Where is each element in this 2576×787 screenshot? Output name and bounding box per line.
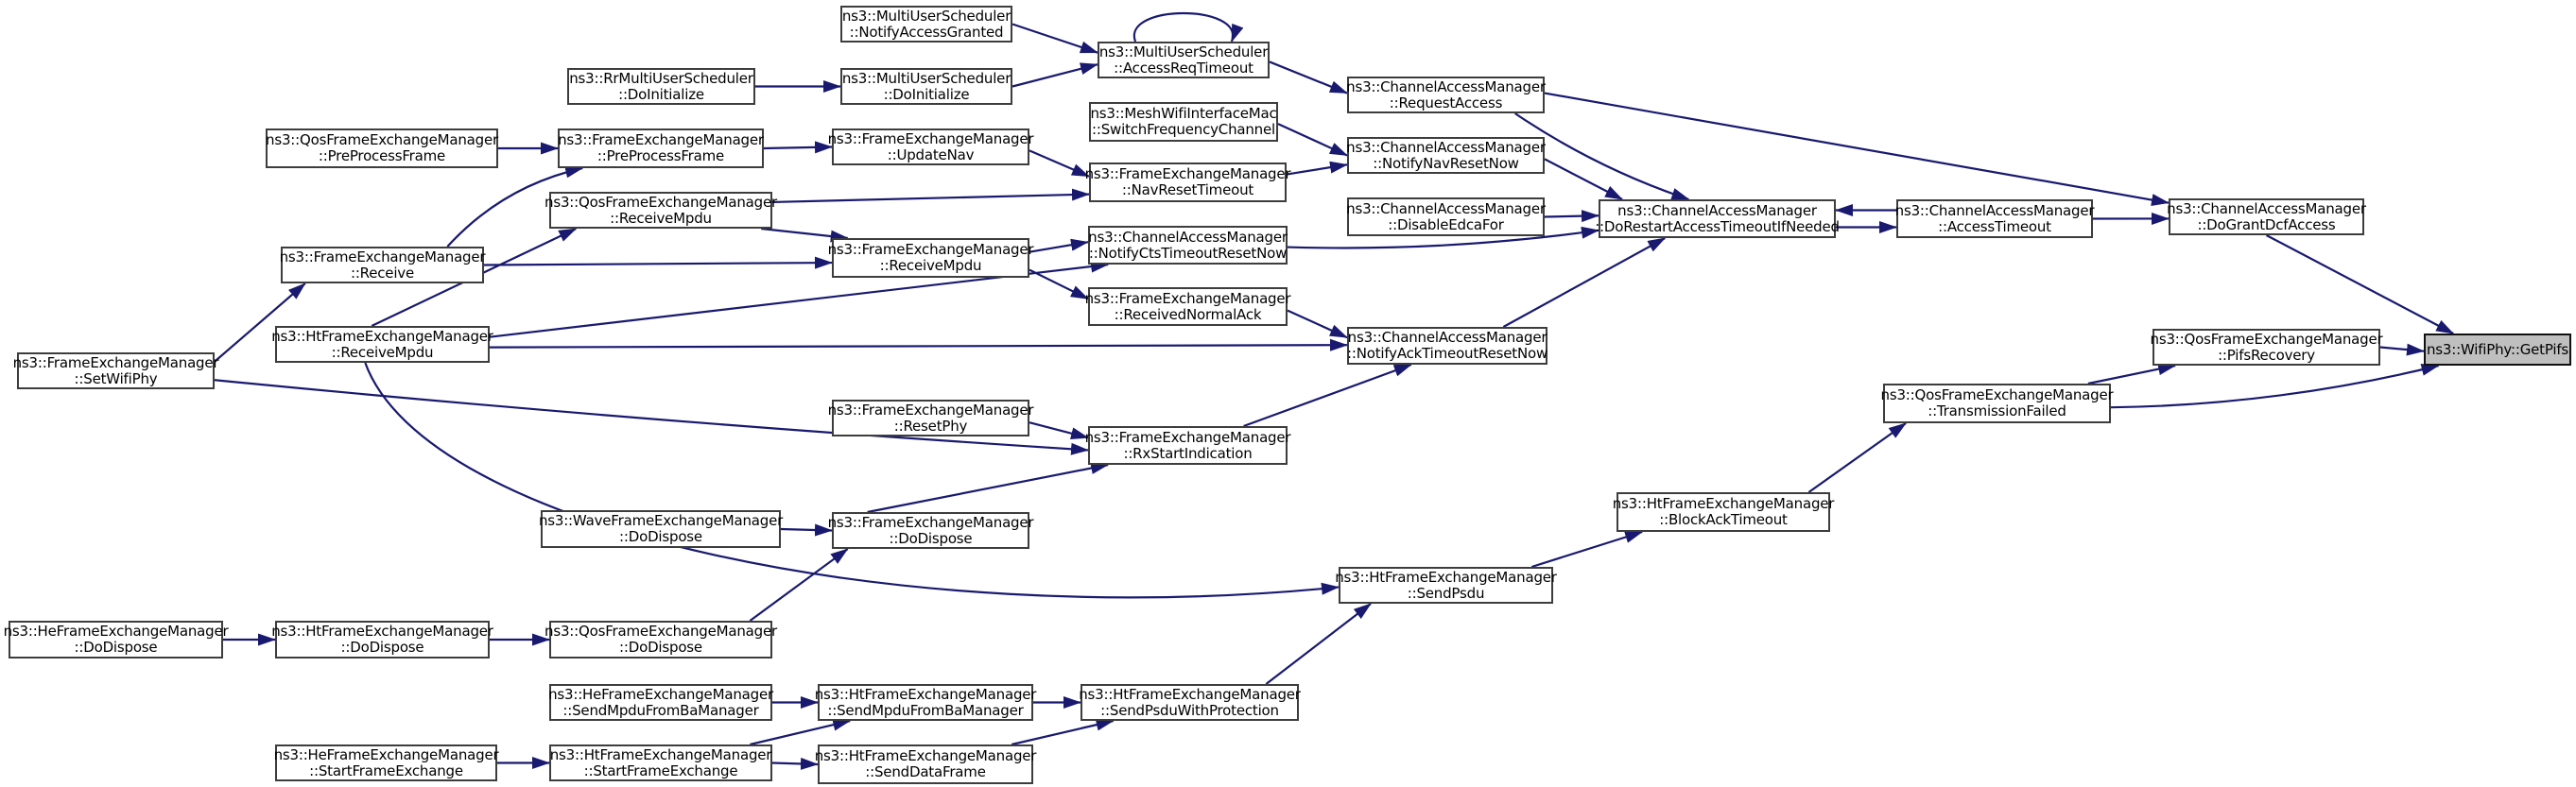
node-label-line1: ns3::FrameExchangeManager (279, 248, 486, 265)
graph-node-htfem-start-frame-exchange[interactable] (549, 744, 772, 781)
graph-node-fem-receive-mpdu[interactable] (827, 238, 1034, 278)
graph-node-htfem-receive-mpdu[interactable] (271, 326, 493, 363)
node-label-line2: ::UpdateNav (887, 145, 975, 163)
graph-node-mus-notify-access-granted[interactable] (840, 6, 1012, 43)
graph-node-fem-pre-process-frame[interactable] (558, 128, 764, 168)
node-label-line1: ns3::HtFrameExchangeManager (1612, 495, 1835, 512)
node-label-line2: ::DoGrantDcfAccess (2197, 215, 2336, 233)
edge-qosfem-transmission-failed-to-wifiphy-get-pifs (2111, 366, 2439, 407)
node-label-line2: ::PifsRecovery (2218, 346, 2315, 364)
node-label-line2: ::StartFrameExchange (583, 761, 738, 779)
node-label-line1: ns3::MultiUserScheduler (841, 7, 1011, 25)
edge-cam-do-grant-dcf-access-to-wifiphy-get-pifs (2267, 235, 2454, 334)
edge-cam-notify-nav-reset-now-to-cam-do-restart-access-timeout-if-needed (1545, 159, 1622, 199)
graph-node-mus-do-initialize[interactable] (840, 68, 1012, 105)
edge-wavefem-do-dispose-to-fem-do-dispose (781, 529, 832, 531)
node-label-line1: ns3::HtFrameExchangeManager (1335, 568, 1557, 586)
node-label-line2: ::RxStartIndication (1123, 444, 1253, 462)
graph-node-mus-access-req-timeout[interactable] (1098, 42, 1270, 78)
node-label-line2: ::SwitchFrequencyChannel (1092, 121, 1275, 138)
node-label-line2: ::AccessReqTimeout (1114, 59, 1253, 77)
graph-node-cam-notify-ack-timeout-reset-now[interactable] (1347, 327, 1547, 365)
node-label-line1: ns3::QosFrameExchangeManager (266, 131, 498, 148)
edge-htfem-start-frame-exchange-to-htfem-send-data-frame (772, 763, 818, 765)
edge-fem-received-normal-ack-to-cam-notify-ack-timeout-reset-now (1288, 311, 1347, 338)
node-label-line2: ::BlockAckTimeout (1659, 511, 1788, 528)
node-label-line1: ns3::FrameExchangeManager (827, 241, 1034, 258)
node-label-line1: ns3::FrameExchangeManager (1084, 165, 1291, 182)
graph-node-fem-update-nav[interactable] (827, 128, 1034, 165)
graph-node-cam-notify-cts-timeout-reset-now[interactable] (1088, 226, 1288, 265)
node-label-line1: ns3::HtFrameExchangeManager (271, 623, 493, 640)
node-label-line1: ns3::QosFrameExchangeManager (1880, 386, 2114, 403)
node-label-line1: ns3::QosFrameExchangeManager (545, 623, 777, 640)
graph-node-qosfem-pre-process-frame[interactable] (266, 128, 498, 168)
graph-node-htfem-send-data-frame[interactable] (814, 744, 1037, 784)
node-label-line2: ::NotifyCtsTimeoutResetNow (1088, 244, 1288, 262)
graph-node-htfem-send-psdu[interactable] (1335, 567, 1557, 604)
node-label-line2: ::SendMpduFromBaManager (827, 701, 1024, 719)
node-label-line1: ns3::QosFrameExchangeManager (2150, 330, 2383, 348)
edge-fem-receive-mpdu-to-cam-notify-cts-timeout-reset-now (1029, 242, 1088, 251)
node-label-line1: ns3::ChannelAccessManager (1088, 228, 1288, 246)
node-label-line2: ::DoInitialize (883, 85, 970, 103)
graph-node-wavefem-do-dispose[interactable] (538, 510, 784, 548)
edge-fem-do-dispose-to-fem-rx-start-indication (868, 465, 1108, 512)
graph-node-htfem-block-ack-timeout[interactable] (1612, 492, 1835, 532)
node-label-line1: ns3::FrameExchangeManager (827, 129, 1034, 147)
edge-mus-access-req-timeout-to-mus-access-req-timeout (1134, 13, 1233, 42)
node-label-line1: ns3::FrameExchangeManager (12, 353, 219, 371)
edge-fem-reset-phy-to-fem-rx-start-indication (1029, 422, 1088, 437)
edge-fem-receive-mpdu-to-fem-received-normal-ack (1029, 270, 1088, 299)
node-label-line1: ns3::HtFrameExchangeManager (814, 685, 1037, 703)
edge-qosfem-pifs-recovery-to-wifiphy-get-pifs (2380, 348, 2424, 351)
node-label-line1: ns3::HtFrameExchangeManager (1079, 685, 1301, 703)
node-label-line2: ::SendDataFrame (865, 763, 986, 780)
node-label-line2: ::RequestAccess (1389, 94, 1503, 111)
node-label-line2: ::Receive (350, 264, 415, 282)
node-label-line1: ns3::ChannelAccessManager (1346, 199, 1546, 217)
node-label-line2: ::DisableEdcaFor (1388, 215, 1504, 233)
node-label-line2: ::NotifyAckTimeoutResetNow (1346, 345, 1548, 362)
node-label-line1: ns3::ChannelAccessManager (1617, 201, 1817, 219)
node-label-line2: ::PreProcessFrame (318, 147, 446, 164)
graph-node-htfem-do-dispose[interactable] (271, 621, 493, 659)
graph-node-cam-disable-edca-for[interactable] (1347, 197, 1545, 236)
node-label-line1: ns3::QosFrameExchangeManager (545, 193, 777, 211)
graph-node-cam-request-access[interactable] (1347, 77, 1545, 113)
node-label-line1: ns3::FrameExchangeManager (827, 401, 1034, 419)
node-label-line1: ns3::ChannelAccessManager (1346, 138, 1546, 156)
graph-node-cam-access-timeout[interactable] (1896, 199, 2093, 238)
edge-htfem-send-psdu-with-protection-to-htfem-send-psdu (1266, 604, 1371, 684)
node-label-line2: ::DoDispose (340, 639, 424, 656)
edge-mesh-switch-frequency-channel-to-cam-notify-nav-reset-now (1278, 124, 1347, 155)
graph-node-fem-nav-reset-timeout[interactable] (1084, 163, 1291, 202)
graph-node-qosfem-do-dispose[interactable] (545, 621, 777, 659)
node-label-line2: ::TransmissionFailed (1928, 402, 2066, 419)
edge-fem-rx-start-indication-to-cam-notify-ack-timeout-reset-now (1244, 365, 1411, 426)
node-label-line2: ::NotifyAccessGranted (849, 23, 1004, 41)
graph-node-cam-notify-nav-reset-now[interactable] (1347, 137, 1545, 174)
graph-node-qosfem-transmission-failed[interactable] (1880, 384, 2114, 423)
node-label-line1: ns3::WifiPhy::GetPifs (2426, 340, 2569, 358)
node-label-line1: ns3::HtFrameExchangeManager (814, 747, 1037, 764)
node-label-line2: ::StartFrameExchange (309, 761, 463, 779)
node-label-line1: ns3::HeFrameExchangeManager (3, 623, 229, 640)
graph-node-htfem-send-mpdu-from-ba-manager[interactable] (814, 684, 1037, 721)
node-label-line1: ns3::MeshWifiInterfaceMac (1090, 105, 1277, 122)
graph-node-fem-set-wifi-phy[interactable] (12, 352, 219, 389)
node-label-line2: ::SendPsduWithProtection (1100, 701, 1279, 719)
edge-htfem-block-ack-timeout-to-qosfem-transmission-failed (1808, 423, 1906, 492)
node-label-line1: ns3::MultiUserScheduler (1098, 43, 1269, 60)
edge-htfem-receive-mpdu-to-htfem-send-psdu (365, 363, 1339, 597)
graph-node-cam-do-restart-access-timeout-if-needed[interactable] (1595, 199, 1840, 238)
node-label-line2: ::DoDispose (619, 639, 702, 656)
node-label-line2: ::ReceiveMpdu (610, 209, 712, 227)
edge-htfem-send-psdu-to-htfem-block-ack-timeout (1531, 532, 1642, 567)
node-label-line2: ::ReceiveMpdu (879, 257, 982, 274)
edge-qosfem-transmission-failed-to-qosfem-pifs-recovery (2088, 366, 2175, 384)
node-label-line1: ns3::FrameExchangeManager (1084, 289, 1291, 307)
node-label-line1: ns3::HeFrameExchangeManager (273, 745, 499, 763)
node-label-line2: ::ReceiveMpdu (331, 343, 434, 361)
node-label-line1: ns3::HeFrameExchangeManager (548, 685, 773, 703)
graph-node-qosfem-receive-mpdu[interactable] (545, 192, 777, 229)
node-label-line2: ::SendMpduFromBaManager (562, 701, 759, 719)
node-label-line1: ns3::ChannelAccessManager (1346, 77, 1546, 95)
edge-fem-receive-to-fem-receive-mpdu (484, 263, 832, 265)
edge-cam-request-access-to-cam-do-grant-dcf-access (1545, 94, 2169, 203)
graph-node-fem-rx-start-indication[interactable] (1084, 426, 1291, 465)
edge-fem-update-nav-to-fem-nav-reset-timeout (1029, 150, 1089, 176)
node-label-line1: ns3::ChannelAccessManager (1894, 201, 2095, 219)
node-label-line2: ::NotifyNavResetNow (1373, 154, 1519, 172)
graph-node-fem-reset-phy[interactable] (827, 400, 1034, 436)
edge-fem-pre-process-frame-to-fem-update-nav (764, 147, 832, 149)
edge-htfem-receive-mpdu-to-cam-notify-ack-timeout-reset-now (490, 345, 1347, 347)
node-label-line2: ::DoRestartAccessTimeoutIfNeeded (1595, 217, 1840, 235)
edge-qosfem-do-dispose-to-fem-do-dispose (750, 549, 847, 621)
node-label-line2: ::AccessTimeout (1938, 217, 2051, 235)
node-label-line2: ::ResetPhy (893, 417, 968, 435)
graph-node-wifiphy-get-pifs[interactable] (2424, 334, 2571, 366)
node-label-line2: ::DoDispose (889, 529, 973, 547)
edge-cam-disable-edca-for-to-cam-do-restart-access-timeout-if-needed (1545, 215, 1599, 216)
graph-node-fem-do-dispose[interactable] (827, 512, 1034, 549)
graph-node-hefem-start-frame-exchange[interactable] (275, 744, 497, 781)
edge-qosfem-receive-mpdu-to-fem-receive-mpdu (761, 229, 848, 238)
node-label-line1: ns3::HtFrameExchangeManager (271, 327, 493, 345)
edge-fem-nav-reset-timeout-to-cam-notify-nav-reset-now (1287, 164, 1347, 174)
node-label-line2: ::SetWifiPhy (74, 369, 158, 387)
node-label-line1: ns3::FrameExchangeManager (558, 131, 764, 148)
node-label-line1: ns3::ChannelAccessManager (1347, 329, 1547, 346)
graph-node-fem-receive[interactable] (281, 247, 484, 283)
node-label-line1: ns3::RrMultiUserScheduler (569, 69, 753, 87)
graph-node-cam-do-grant-dcf-access[interactable] (2169, 198, 2364, 235)
graph-node-rrmus-do-initialize[interactable] (567, 68, 755, 105)
graph-node-mesh-switch-frequency-channel[interactable] (1089, 102, 1278, 142)
edge-qosfem-receive-mpdu-to-fem-nav-reset-timeout (772, 195, 1089, 202)
graph-node-hefem-do-dispose[interactable] (3, 621, 229, 659)
node-label-line2: ::SendPsdu (1407, 584, 1485, 602)
node-label-line1: ns3::HtFrameExchangeManager (549, 745, 772, 763)
node-label-line2: ::PreProcessFrame (596, 147, 725, 164)
node-label-line1: ns3::FrameExchangeManager (827, 513, 1034, 531)
node-label-line1: ns3::FrameExchangeManager (1084, 428, 1291, 446)
node-label-line1: ns3::ChannelAccessManager (2167, 199, 2366, 217)
node-label-line2: ::NavResetTimeout (1121, 181, 1254, 198)
edge-mus-access-req-timeout-to-cam-request-access (1270, 61, 1347, 93)
node-label-line2: ::DoDispose (619, 528, 702, 545)
graph-node-hefem-send-mpdu-from-ba-manager[interactable] (549, 684, 772, 721)
edge-htfem-send-data-frame-to-htfem-send-psdu-with-protection (1011, 721, 1113, 744)
node-label-line1: ns3::WaveFrameExchangeManager (538, 512, 784, 529)
graph-node-htfem-send-psdu-with-protection[interactable] (1081, 684, 1299, 721)
graph-node-fem-received-normal-ack[interactable] (1084, 287, 1291, 326)
edge-mus-notify-access-granted-to-mus-access-req-timeout (1012, 25, 1098, 53)
edge-cam-notify-ack-timeout-reset-now-to-cam-do-restart-access-timeout-if-needed (1503, 238, 1665, 327)
edge-mus-do-initialize-to-mus-access-req-timeout (1012, 64, 1098, 86)
edge-htfem-start-frame-exchange-to-htfem-send-mpdu-from-ba-manager (750, 721, 850, 744)
graph-node-qosfem-pifs-recovery[interactable] (2150, 329, 2383, 366)
node-label-line2: ::DoInitialize (618, 85, 704, 103)
node-label-line2: ::DoDispose (74, 639, 158, 656)
node-label-line1: ns3::MultiUserScheduler (841, 69, 1011, 87)
node-label-line2: ::ReceivedNormalAck (1114, 305, 1262, 323)
